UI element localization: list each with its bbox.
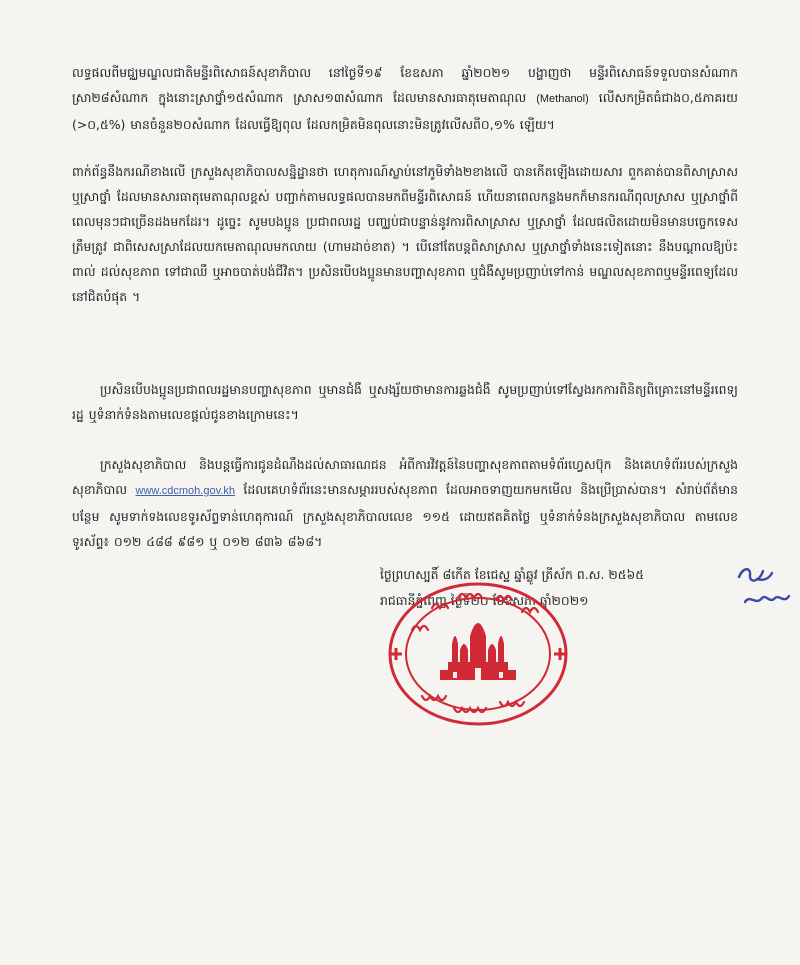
contact-info-text-continued: ដែលគេហទំព័រនេះមានសម្ភាររបស់សុខភាព ដែលអាចទាញយកមកមើល និងប្រើប្រាស់បាន។ សំរាប់ព័ត៌មានបន្ថែម សូមទាក់ទងលេខទូរស័ព្ទទាន់ហេតុការណ៍ ក្រសួងសុខាភិបាលលេខ ១១៥ ដោយឥតគិតថ្លៃ ឬទំនាក់ទំនងក្រសួងសុខាភិបាល តាមលេខទូរស័ព្ទ៖ ០១២ ៤៨៨ ៩៨១ ឬ ០១២ ៨៣៦ ៨៦៨។ [72,482,738,549]
paragraph-lab-results [72,60,738,137]
lunar-date: ថ្ងៃព្រហស្បតិ៍ ៨កើត ខែជេស្ឋ ឆ្នាំឆ្លូវ ត្រីស័ក ព.ស. ២៥៦៥ [380,567,645,582]
website-link[interactable]: www.cdcmoh.gov.kh [135,485,235,497]
solar-date-location: រាជធានីភ្នំពេញ ថ្ងៃទី២០ ខែឧសភា ឆ្នាំ២០២១ [380,593,589,608]
contact-info-text: ក្រសួងសុខាភិបាល និងបន្តធ្វើការជូនដំណឹងដល់សាធារណជន អំពីការវិវត្តន៍នៃបញ្ហាសុខភាពតាមទំព័រហ្វេសប៊ុក និងគេហទំព័ររបស់ក្រសួងសុខាភិបាល [72,457,738,497]
methanol-term: (Methanol) [536,93,589,105]
signature-initials-icon [742,588,792,610]
lab-results-text: លទ្ធផលពីមជ្ឈមណ្ឌលជាតិមន្ទីរពិសោធន៍សុខាភិបាល នៅថ្ងៃទី១៩ ខែឧសភា ឆ្នាំ២០២១ បង្ហាញថា មន្ទីរពិសោធន៍ទទួលបានសំណាកស្រា២៨សំណាក ក្នុងនោះស្រាថ្នាំ១៥សំណាក ស្រាស១៣សំណាក ដែលមានសារធាតុមេតាណុល [72,65,738,105]
paragraph-contact-info [72,452,738,554]
paragraph-health-advice: ប្រសិនបើបងប្អូនប្រជាពលរដ្ឋមានបញ្ហាសុខភាព ឬមានជំងឺ ឬសង្ស័យថាមានការឆ្លងជំងឺ សូមប្រញាប់ទៅស្វែងរកការពិនិត្យពិគ្រោះនៅមន្ទីរពេទ្យរដ្ឋ ឬទំនាក់ទំនងតាមលេខផ្តល់ជូនខាងក្រោមនេះ។ [72,382,738,422]
ministry-seal-icon [378,578,578,730]
signature-mark-icon [735,563,775,587]
lab-results-text-continued: លើសកម្រិតធំជាង០,៥ភាគរយ (>០,៥%) មានចំនួន២០សំណាក ដែលធ្វើឱ្យពុល ដែលកម្រិតមិនពុលនោះមិនត្រូវលើសពី០,១% ឡើយ។ [72,90,738,132]
paragraph-conclusion-warning: ពាក់ព័ន្ធនឹងករណីខាងលើ ក្រសួងសុខាភិបាលសន្និដ្ឋានថា ហេតុការណ៍ស្លាប់នៅភូមិទាំង២ខាងលើ បានកើតឡើងដោយសារ ពួកគាត់បានពិសាស្រាស ឬស្រាថ្នាំ ដែលមានសារធាតុមេតាណុលខ្ពស់ បញ្ជាក់តាមលទ្ធផលបានមកពីមន្ទីរពិសោធន៍ ហើយនាពេលកន្លងមកក៏មានករណីពុលស្រាស ឬស្រាថ្នាំពីពេលមុនៗជាច្រើនដងមកដែរ។ ដូច្នេះ សូមបងប្អូន ប្រជាពលរដ្ឋ បញ្ឈប់ជាបន្ទាន់នូវការពិសាស្រាស ឬស្រាថ្នាំ ដែលផលិតដោយមិនមានបច្ចេកទេសត្រឹមត្រូវ ជាពិសេសស្រាដែលយកមេតាណុលមកលាយ (ហាមដាច់ខាត) ។ បើនៅតែបន្តពិសាស្រាស ឬស្រាថ្នាំទាំងនេះទៀតនោះ នឹងបណ្តាលឱ្យប៉ះពាល់ ដល់សុខភាព ទៅជាឈឺ ឬអាចបាត់បង់ជីវិត។ ប្រសិនបើបងប្អូនមានបញ្ហាសុខភាព ឬជំងឺសូមប្រញាប់ទៅកាន់ មណ្ឌលសុខភាពឬមន្ទីរពេទ្យដែលនៅជិតបំផុត ។ [72,164,738,304]
